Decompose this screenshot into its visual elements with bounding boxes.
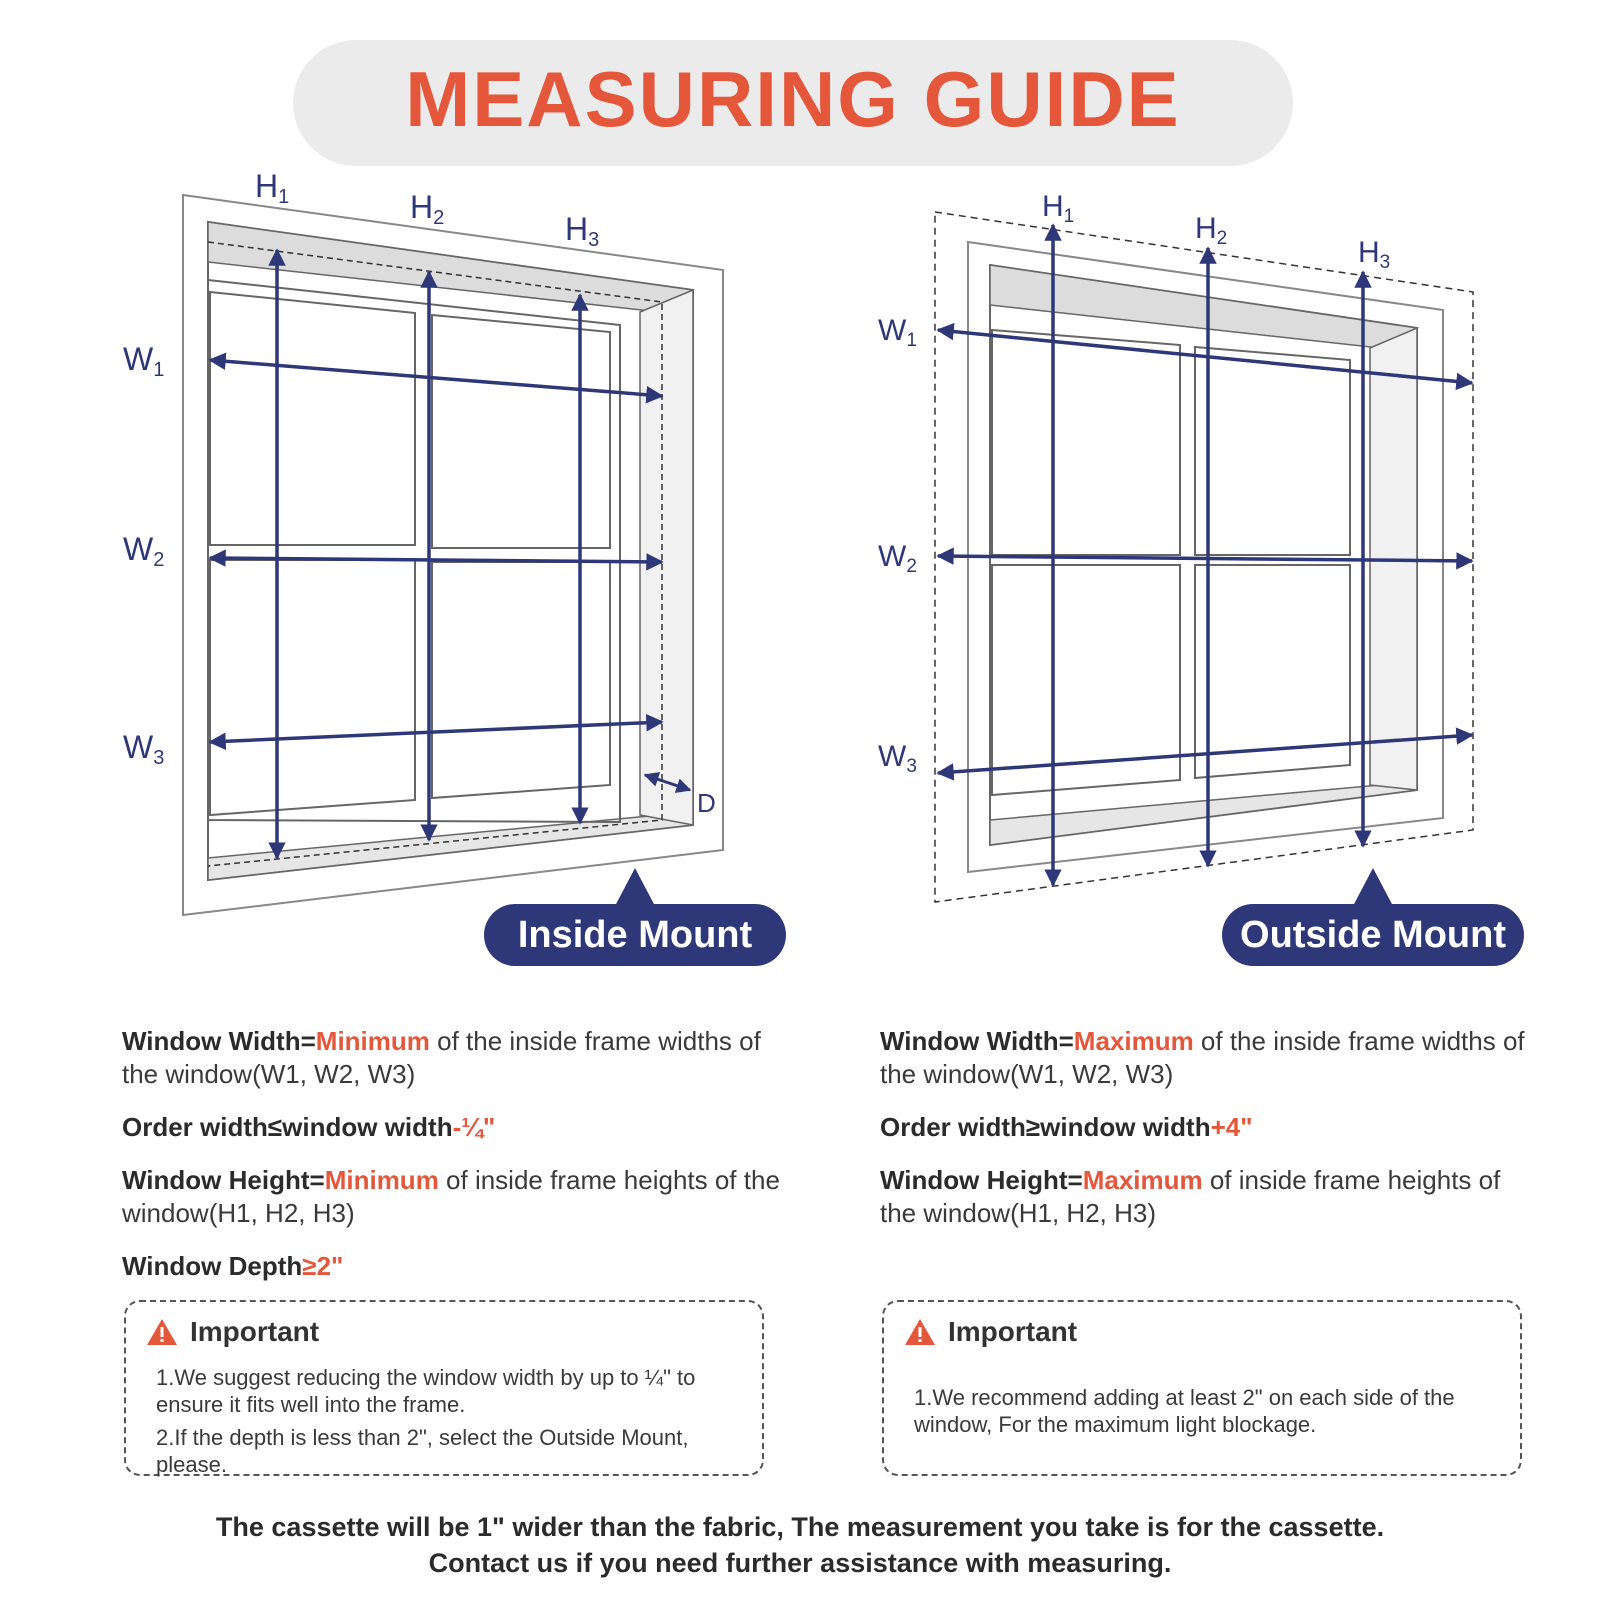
badge-pointer	[615, 868, 655, 906]
inside-important-box	[124, 1300, 764, 1476]
inside-mount-badge	[484, 904, 786, 966]
outside-w2-label: $W_2$	[878, 540, 917, 577]
important-title: Important	[190, 1316, 320, 1347]
outside-h3-label: $H_3$	[1358, 236, 1391, 273]
outside-w3-label: $W_3$	[878, 740, 917, 777]
outside-mount-badge	[1222, 904, 1524, 966]
inside-instructions	[122, 1025, 782, 1303]
inside-h2-label: H2	[410, 189, 445, 229]
page-title: MEASURING GUIDE	[405, 55, 1181, 143]
outside-h2-label: $H_2$	[1195, 212, 1228, 249]
outside-w1-label: $W_1$	[878, 314, 917, 351]
inside-w1-label: W1	[123, 341, 165, 381]
badge-pointer	[1353, 868, 1393, 906]
important-heading	[146, 1316, 319, 1348]
depth-label: D	[697, 788, 716, 818]
outside-instructions	[880, 1025, 1540, 1250]
inside-mount-label: Inside Mount	[517, 914, 753, 956]
outside-height-rule: Window Height=Maximum of inside frame heights of the window(H1, H2, H3)	[880, 1165, 1501, 1228]
outside-mount-window	[935, 212, 1473, 902]
inside-w2-label: W2	[123, 531, 165, 571]
inside-order-rule: Order width≤window width-¼"	[122, 1112, 496, 1142]
inside-mount-window	[183, 195, 723, 915]
warning-icon	[146, 1318, 178, 1346]
outside-note-1: 1.We recommend adding at least 2" on each side of the window, For the maximum light blockage.	[914, 1385, 1455, 1437]
outside-h1-label: $H_1$	[1042, 190, 1075, 227]
inside-depth-rule: Window Depth≥2"	[122, 1251, 344, 1281]
inside-note-2: 2.If the depth is less than 2", select the Outside Mount, please.	[156, 1425, 689, 1477]
outside-mount-label: Outside Mount	[1240, 914, 1506, 956]
important-title: Important	[948, 1316, 1078, 1347]
inside-notes	[156, 1364, 742, 1484]
inside-note-1: 1.We suggest reducing the window width by up to ¼" to ensure it fits well into the frame.	[156, 1365, 696, 1417]
footer-line-1: The cassette will be 1" wider than the fabric, The measurement you take is for the cassette.	[215, 1512, 1385, 1542]
important-heading	[904, 1316, 1077, 1348]
outside-width-rule: Window Width=Maximum of the inside frame widths of the window(W1, W2, W3)	[880, 1026, 1525, 1089]
outside-important-box	[882, 1300, 1522, 1476]
outside-notes	[914, 1384, 1500, 1444]
footer-line-2: Contact us if you need further assistance with measuring.	[428, 1548, 1172, 1578]
inside-width-rule: Window Width=Minimum of the inside frame widths of the window(W1, W2, W3)	[122, 1026, 761, 1089]
inside-h3-label: H3	[565, 211, 600, 251]
inside-w3-label: W3	[123, 729, 165, 769]
warning-icon	[904, 1318, 936, 1346]
inside-height-rule: Window Height=Minimum of inside frame heights of the window(H1, H2, H3)	[122, 1165, 780, 1228]
inside-h1-label: H1	[255, 168, 290, 208]
outside-order-rule: Order width≥window width+4"	[880, 1112, 1253, 1142]
